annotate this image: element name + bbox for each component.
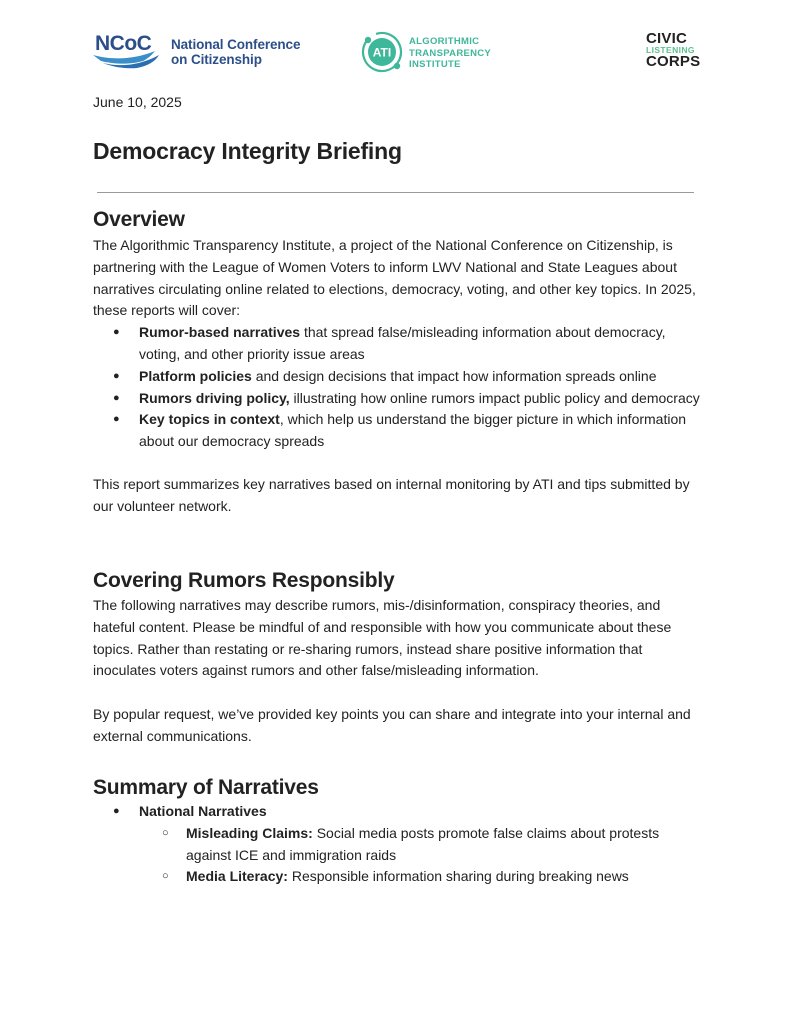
list-item-bold: Misleading Claims:	[186, 824, 313, 841]
list-item	[93, 409, 703, 453]
list-item	[93, 866, 703, 888]
ncoc-name	[171, 38, 300, 67]
ncoc-name-line2: on Citizenship	[171, 51, 262, 67]
list-item-text: that spread false/misleading information about democracy, voting, and other priority issue areas	[139, 324, 666, 362]
summary-group-list	[93, 801, 703, 823]
horizontal-divider	[97, 192, 694, 193]
svg-text:ATI: ATI	[372, 45, 392, 60]
ncoc-mark-icon	[93, 33, 163, 71]
overview-summary: This report summarizes key narratives based on internal monitoring by ATI and tips submitted by our volunteer network.	[93, 475, 690, 514]
clc-line3: CORPS	[646, 53, 701, 70]
overview-heading: Overview	[93, 208, 185, 231]
list-item-bold: Rumors driving policy,	[139, 389, 290, 406]
summary-group-label: National Narratives	[139, 803, 267, 819]
list-item-text: illustrating how online rumors impact public policy and democracy	[289, 389, 700, 406]
overview-section	[93, 207, 703, 518]
list-item	[93, 322, 703, 366]
overview-intro: The Algorithmic Transparency Institute, a project of the National Conference on Citizenship, is partnering with the League of Women Voters to inform LWV National and State Leagues about narratives circulating online related to elections, democracy, voting, and other key topics. In 2025, these reports will cover:	[93, 237, 696, 319]
covering-section	[93, 568, 703, 748]
list-item-text: Social media posts promote false claims about protests against ICE and immigration raids	[186, 824, 660, 863]
ati-name-line1: ALGORITHMIC	[409, 36, 480, 47]
list-item-bold: Key topics in context	[139, 411, 280, 428]
overview-bullet-list	[93, 322, 703, 453]
covering-paragraph-2: By popular request, we’ve provided key points you can share and integrate into your internal and external communications.	[93, 706, 691, 744]
ati-circle-icon	[360, 30, 404, 74]
ati-name	[409, 36, 491, 71]
ati-name-line2: TRANSPARENCY	[409, 47, 492, 59]
clc-line1: CIVIC	[646, 30, 688, 47]
summary-group	[93, 801, 703, 823]
list-item	[93, 388, 703, 410]
list-item-text: , which help us understand the bigger picture in which information about our democracy spreads	[139, 411, 687, 450]
ncoc-logo	[93, 33, 308, 73]
list-item-bold: Media Literacy:	[186, 868, 288, 885]
summary-section	[93, 775, 703, 888]
ncoc-name-line1: National Conference	[171, 37, 301, 52]
ncoc-abbr: NCoC	[95, 32, 152, 55]
list-item-text: Responsible information sharing during breaking news	[287, 868, 629, 885]
list-item-text: and design decisions that impact how information spreads online	[251, 367, 657, 384]
document-date: June 10, 2025	[93, 94, 182, 110]
ati-logo	[360, 30, 500, 76]
list-item	[93, 366, 703, 388]
summary-heading: Summary of Narratives	[93, 776, 319, 799]
covering-paragraph-1: The following narratives may describe rumors, mis-/disinformation, conspiracy theories, and hateful content. Please be mindful of and responsible with how you communicate about these topics. Rather than restating or re-sharing rumors, instead share positive information that inoculates voters against rumors and other false/misleading information.	[93, 597, 672, 679]
civic-listening-corps-logo	[646, 32, 706, 74]
list-item	[93, 823, 703, 867]
covering-heading: Covering Rumors Responsibly	[93, 569, 395, 592]
clc-line2: LISTENING	[646, 45, 695, 55]
ati-name-line3: INSTITUTE	[409, 59, 461, 70]
list-item-bold: Rumor-based narratives	[139, 324, 301, 341]
document-title: Democracy Integrity Briefing	[93, 138, 402, 164]
ncoc-wave-icon	[93, 33, 163, 71]
summary-item-list	[93, 823, 703, 888]
list-item-bold: Platform policies	[139, 367, 252, 384]
